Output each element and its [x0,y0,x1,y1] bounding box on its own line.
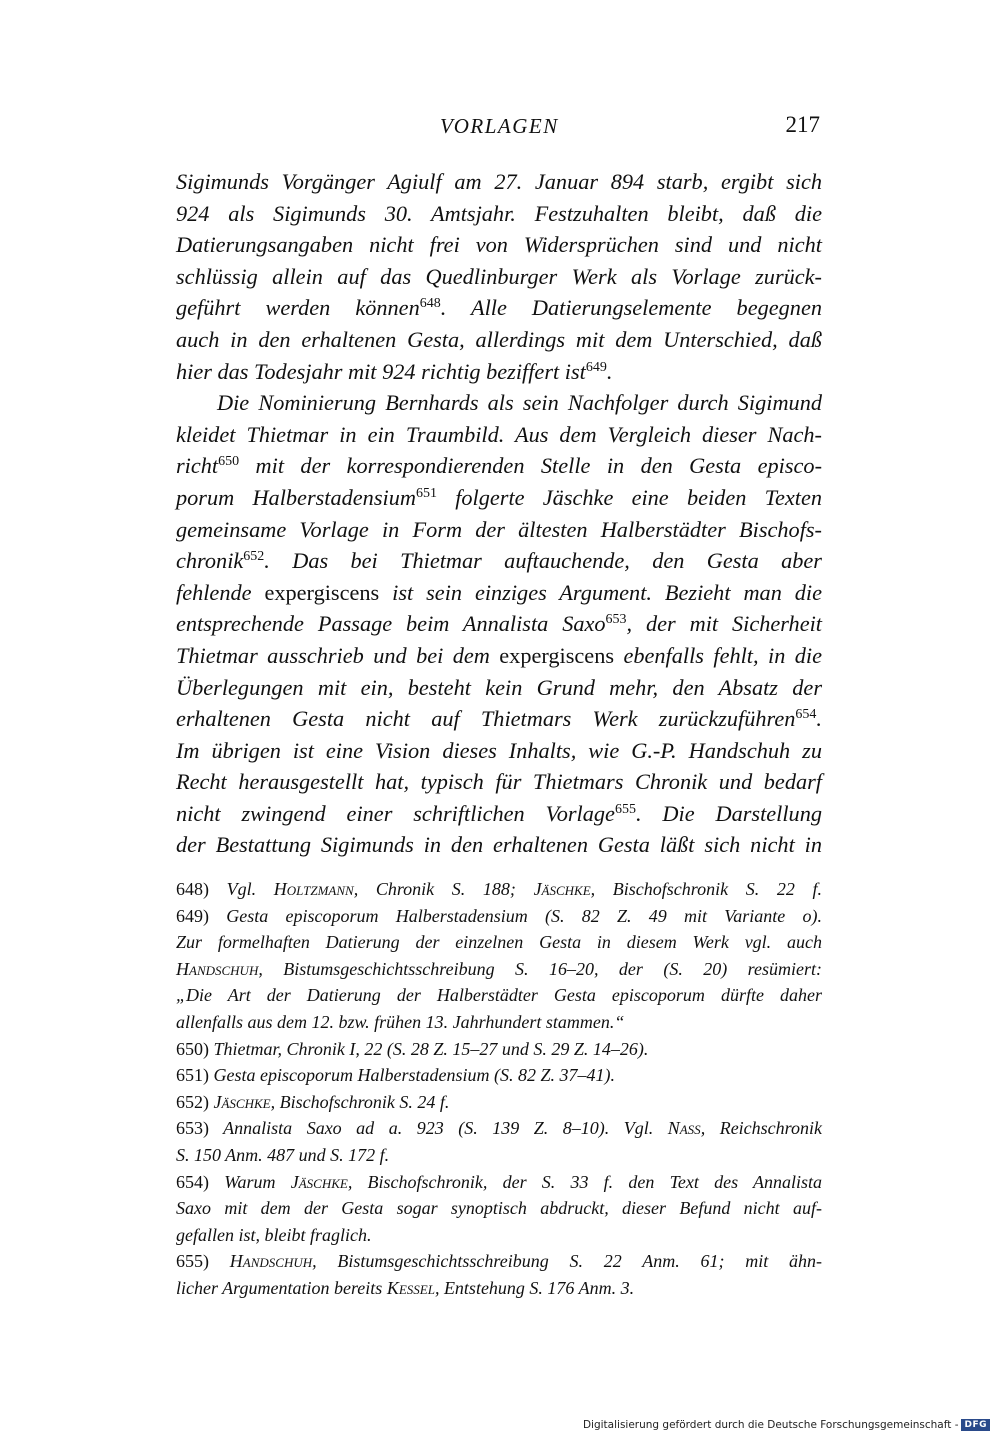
footnote-number: 648) [176,879,209,899]
text-span: , der mit Sicherheit [626,611,822,637]
footnote-ref[interactable]: 654 [795,707,817,723]
text-span: geführt werden können [176,295,420,321]
dfg-logo: DFG [961,1419,990,1431]
footnote-ref[interactable]: 650 [218,454,240,470]
text-line [176,735,822,767]
text-span: richt [176,453,219,479]
text-span: nicht zwingend einer schriftlichen Vorlage [176,800,615,826]
text-line [176,229,822,261]
footnote-651 [176,1062,822,1089]
text-span: Thietmar ausschrieb und bei dem [176,642,500,668]
text-span: chronik [176,548,244,574]
footnote-line [176,1142,822,1169]
text-span: mit der korrespondierenden Stelle in den Gesta episco- [239,453,822,479]
text-span: . [816,706,822,732]
text-span: der Bestattung Sigimunds in den erhaltenen Gesta läßt sich nicht in [176,832,822,858]
text-span: Annalista Saxo ad a. 923 (S. 139 Z. 8–10). Vgl. [209,1118,668,1139]
text-span: , Bischofschronik S. 24 f. [270,1091,450,1112]
text-span: folgerte Jäschke eine beiden Texten [436,484,822,510]
text-span: Datierungsangaben nicht frei von Widersprüchen sind und nicht [176,232,822,258]
footnote-line [176,956,822,983]
footnote-649 [176,903,822,930]
text-span: Gesta episcoporum Halberstadensium (S. 82 Z. 49 mit Variante o). [209,905,822,926]
text-span: porum Halberstadensium [176,484,416,510]
text-span: licher Argumentation bereits [176,1277,387,1298]
running-header [176,114,822,148]
author-name: Holtzmann [273,879,354,899]
author-name: Jäschke [290,1171,348,1192]
running-title: VORLAGEN [440,114,559,138]
footnote-648 [176,876,822,903]
footnote-number: 655) [176,1251,209,1272]
text-span: Saxo mit dem der Gesta sogar synoptisch abdruckt, dieser Befund nicht auf- [176,1198,822,1219]
text-line [176,640,822,672]
footnote-ref[interactable]: 649 [585,359,607,375]
text-span: , Reichschronik [700,1118,822,1139]
text-span: Recht herausgestellt hat, typisch für Thietmars Chronik und bedarf [176,769,822,795]
text-span: Gesta episcoporum Halberstadensium (S. 82 Z. 37–41). [209,1065,615,1086]
text-line [176,450,822,482]
text-line [176,261,822,293]
main-text [176,166,822,861]
text-line [176,514,822,546]
text-span: , Bischofschronik, der S. 33 f. den Text des Annalista [347,1171,822,1192]
text-line [176,198,822,230]
footnote-number: 649) [176,905,209,926]
footnote-652 [176,1089,822,1116]
text-line [176,482,822,514]
text-span: schlüssig allein auf das Quedlinburger Werk als Vorlage zurück- [176,263,822,289]
footnote-655 [176,1248,822,1275]
footnote-number: 653) [176,1118,209,1139]
text-span [209,1251,230,1271]
footnote-ref[interactable]: 648 [419,296,441,312]
text-line [176,545,822,577]
author-name: Handschuh [229,1251,313,1272]
text-span: erhaltenen Gesta nicht auf Thietmars Werk zurückzuführen [176,706,796,732]
text-span: . [606,358,613,384]
footnote-number: 654) [176,1171,209,1192]
footnote-number: 652) [176,1091,209,1112]
text-line [176,387,822,419]
text-line [176,292,822,324]
text-line [176,703,822,735]
footnote-number: 650) [176,1038,209,1059]
text-span: Überlegungen mit ein, besteht kein Grund mehr, den Absatz der [176,674,822,700]
author-name: Jäschke [213,1091,271,1112]
latin-term: expergiscens [264,579,380,605]
footnote-line [176,1222,822,1249]
text-span: fehlende [176,579,265,605]
text-span: allenfalls aus dem 12. bzw. frühen 13. Jahrhundert stammen.“ [176,1011,625,1032]
text-span: . Die Darstellung [635,800,822,826]
text-span: Warum [209,1171,291,1192]
footnote-line [176,1195,822,1222]
author-name: Jäschke [533,879,591,899]
footnote-653 [176,1115,822,1142]
text-line [176,166,822,198]
latin-term: expergiscens [499,642,615,668]
text-span: , Bistumsgeschichtsschreibung S. 22 Anm. 61; mit ähn- [312,1251,823,1272]
text-span: „Die Art der Datierung der Halberstädter Gesta episcoporum dürfte daher [176,985,822,1006]
text-span: gemeinsame Vorlage in Form der ältesten Halberstädter Bischofs- [176,516,822,542]
footnote-654 [176,1169,822,1196]
text-line [176,798,822,830]
text-span: entsprechende Passage beim Annalista Saxo [176,611,606,637]
text-span: auch in den erhaltenen Gesta, allerdings mit dem Unterschied, daß [176,326,822,352]
text-line [176,577,822,609]
text-span: Vgl. [209,879,274,899]
text-span: S. 150 Anm. 487 und S. 172 f. [176,1144,390,1165]
footnote-ref[interactable]: 651 [415,485,437,501]
text-span: 924 als Sigimunds 30. Amtsjahr. Festzuhalten bleibt, daß die [176,200,822,226]
credit-text: Digitalisierung gefördert durch die Deutsche Forschungsgemeinschaft - [582,1419,959,1431]
footnote-number: 651) [176,1065,209,1086]
digitization-credit [583,1419,990,1431]
text-line [176,672,822,704]
text-span: Im übrigen ist eine Vision dieses Inhalts, wie G.-P. Handschuh zu [176,737,822,763]
footnotes [176,876,822,1302]
page-number: 217 [785,112,820,137]
author-name: Nass [667,1118,701,1139]
text-span: kleidet Thietmar in ein Traumbild. Aus dem Vergleich dieser Nach- [176,421,822,447]
text-span: hier das Todesjahr mit 924 richtig beziffert ist [176,358,586,384]
text-span: . Alle Datierungselemente begegnen [440,295,822,321]
footnote-line [176,982,822,1009]
text-line [176,324,822,356]
text-line [176,829,822,861]
text-span: , Entstehung S. 176 Anm. 3. [434,1277,635,1298]
text-span: Zur formelhaften Datierung der einzelnen Gesta in diesem Werk vgl. auch [176,932,822,953]
footnote-ref[interactable]: 653 [605,612,627,628]
text-span: ebenfalls fehlt, in die [614,642,822,668]
text-span: ist sein einziges Argument. Bezieht man die [379,579,822,605]
footnote-line [176,1275,822,1302]
footnote-ref[interactable]: 655 [614,801,636,817]
author-name: Kessel [386,1277,435,1298]
text-line [176,608,822,640]
text-span: , Bischofschronik S. 22 f. [590,879,823,899]
text-span: Die Nominierung Bernhards als sein Nachfolger durch Sigimund [217,390,822,416]
footnote-650 [176,1036,822,1063]
text-line [176,419,822,451]
author-name: Handschuh [176,958,259,979]
text-span: Thietmar, Chronik I, 22 (S. 28 Z. 15–27 und S. 29 Z. 14–26). [209,1038,649,1059]
text-span: , Chronik S. 188; [353,879,534,899]
text-span: gefallen ist, bleibt fraglich. [176,1224,372,1245]
footnote-line [176,1009,822,1036]
text-line [176,766,822,798]
text-span: , Bistumsgeschichtsschreibung S. 16–20, der (S. 20) resümiert: [258,958,822,979]
footnote-line [176,929,822,956]
text-span: . Das bei Thietmar auftauchende, den Gesta aber [264,548,822,574]
text-line [176,356,822,388]
text-span: Sigimunds Vorgänger Agiulf am 27. Januar 894 starb, ergibt sich [176,169,822,194]
footnote-ref[interactable]: 652 [243,549,265,565]
